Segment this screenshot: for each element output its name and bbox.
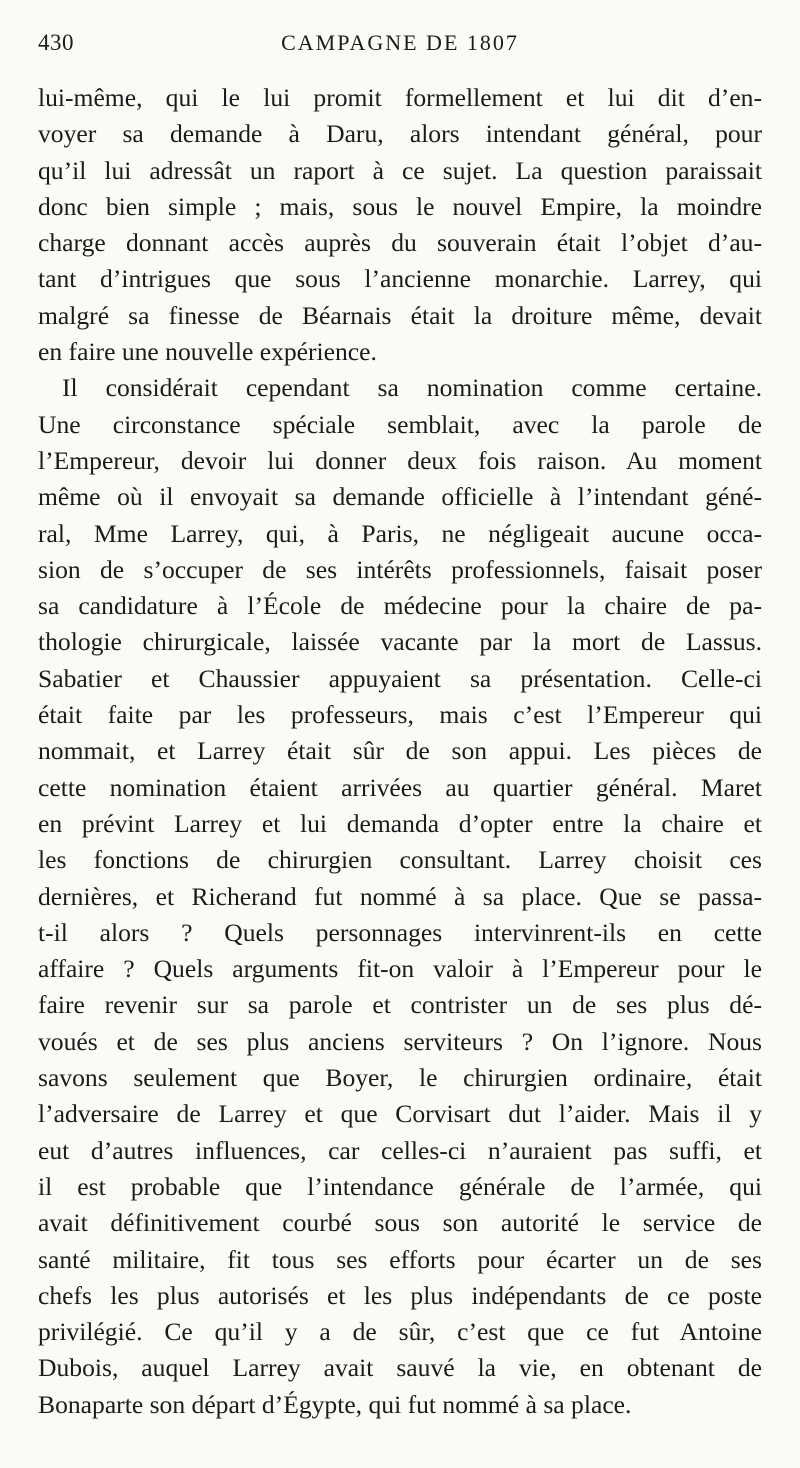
text-line: Sabatier et Chaussier appuyaient sa présentation. Celle-ci [38,663,762,693]
text-line: savons seulement que Boyer, le chirurgien ordinaire, était [38,1063,762,1093]
text-line: qu’il lui adressât un raport à ce sujet. La question paraissait [38,155,762,185]
text-line: eut d’autres influences, car celles-ci n’auraient pas suffi, et [38,1135,762,1165]
text-line: chefs les plus autorisés et les plus indépendants de ce poste [38,1280,762,1310]
text-line: sion de s’occuper de ses intérêts professionnels, faisait poser [38,554,762,584]
text-line: Bonaparte son départ d’Égypte, qui fut nommé à sa place. [38,1389,632,1419]
text-line: donc bien simple ; mais, sous le nouvel Empire, la moindre [38,191,762,221]
text-line: ral, Mme Larrey, qui, à Paris, ne négligeait aucune occa- [38,518,762,548]
page-number: 430 [38,30,74,55]
text-line: même où il envoyait sa demande officielle à l’intendant géné- [38,482,762,512]
text-line: malgré sa finesse de Béarnais était la droiture même, devait [38,300,762,330]
text-line: voyer sa demande à Daru, alors intendant général, pour [38,119,762,149]
text-line: il est probable que l’intendance générale de l’armée, qui [38,1171,762,1201]
text-line: les fonctions de chirurgien consultant. Larrey choisit ces [38,845,762,875]
text-line: l’adversaire de Larrey et que Corvisart dut l’aider. Mais il y [38,1099,762,1129]
running-head [38,30,762,80]
text-line: Dubois, auquel Larrey avait sauvé la vie, en obtenant de [38,1353,762,1383]
text-line: Il considérait cependant sa nomination comme certaine. [62,373,762,403]
text-line: Une circonstance spéciale semblait, avec la parole de [38,409,762,439]
running-title: CAMPAGNE DE 1807 [281,30,519,55]
text-line: affaire ? Quels arguments fit-on valoir à l’Empereur pour le [38,954,762,984]
text-line: faire revenir sur sa parole et contrister un de ses plus dé- [38,990,762,1020]
body-text [38,80,762,1423]
text-line: tant d’intrigues que sous l’ancienne monarchie. Larrey, qui [38,264,762,294]
text-line: cette nomination étaient arrivées au quartier général. Maret [38,772,762,802]
text-line: dernières, et Richerand fut nommé à sa place. Que se passa- [38,881,762,911]
text-line: lui-même, qui le lui promit formellement et lui dit d’en- [38,83,762,112]
text-line: privilégié. Ce qu’il y a de sûr, c’est que ce fut Antoine [38,1317,762,1347]
text-line: sa candidature à l’École de médecine pour la chaire de pa- [38,591,762,621]
text-line: en faire une nouvelle expérience. [38,337,377,367]
text-line: t-il alors ? Quels personnages intervinrent-ils en cette [38,917,762,947]
text-line: voués et de ses plus anciens serviteurs ? On l’ignore. Nous [38,1026,762,1056]
text-line: nommait, et Larrey était sûr de son appui. Les pièces de [38,736,762,766]
text-line: charge donnant accès auprès du souverain était l’objet d’au- [38,228,762,258]
text-line: thologie chirurgicale, laissée vacante par la mort de Lassus. [38,627,762,657]
text-line: en prévint Larrey et lui demanda d’opter entre la chaire et [38,808,762,838]
text-line: l’Empereur, devoir lui donner deux fois raison. Au moment [38,445,762,475]
text-line: était faite par les professeurs, mais c’est l’Empereur qui [38,700,762,730]
text-line: santé militaire, fit tous ses efforts pour écarter un de ses [38,1244,762,1274]
text-line: avait définitivement courbé sous son autorité le service de [38,1208,762,1238]
